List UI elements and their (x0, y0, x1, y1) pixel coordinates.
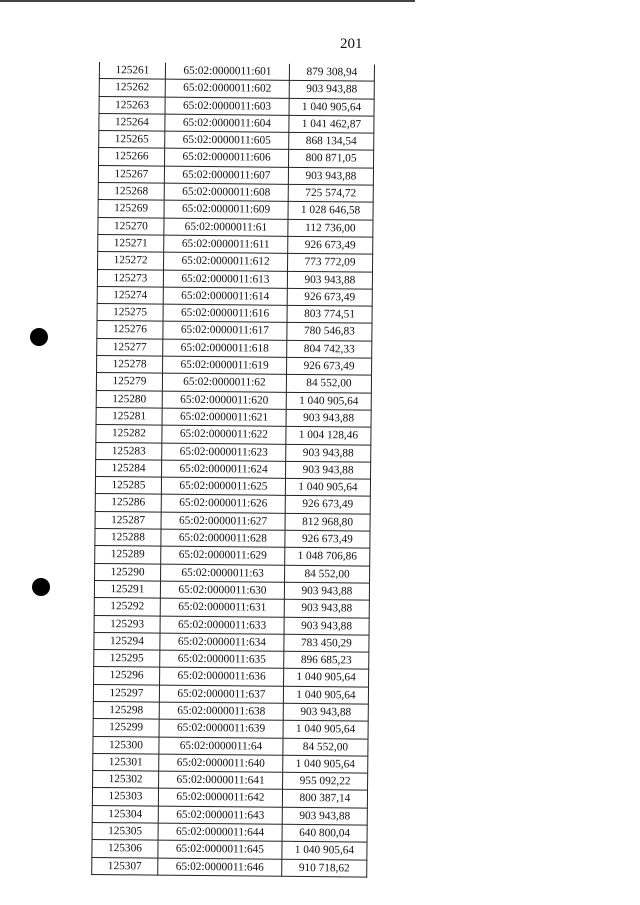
table-row (95, 477, 370, 497)
table-body (92, 62, 375, 877)
cadastral-value-cell: 903 943,88 (289, 81, 374, 99)
cadastral-value-cell: 84 552,00 (285, 565, 370, 583)
row-number-cell: 125292 (94, 598, 160, 616)
row-number-cell: 125300 (93, 736, 159, 754)
row-number-cell: 125273 (97, 269, 163, 287)
cadastral-number-cell: 65:02:0000011:624 (162, 460, 286, 478)
cadastral-number-cell: 65:02:0000011:64 (159, 737, 283, 755)
cadastral-number-cell: 65:02:0000011:631 (160, 598, 284, 616)
cadastral-value-cell: 780 546,83 (287, 323, 372, 341)
cadastral-value-cell: 910 718,62 (282, 859, 367, 877)
table-row (94, 580, 369, 600)
cadastral-value-cell: 725 574,72 (288, 184, 373, 202)
cadastral-number-cell: 65:02:0000011:629 (161, 546, 285, 564)
page-number: 201 (340, 36, 363, 52)
cadastral-number-cell: 65:02:0000011:618 (163, 339, 287, 357)
row-number-cell: 125285 (95, 477, 161, 495)
row-number-cell: 125274 (97, 286, 163, 304)
row-number-cell: 125279 (96, 373, 162, 391)
cadastral-value-cell: 1 028 646,58 (288, 202, 373, 220)
table-row (99, 113, 374, 133)
cadastral-number-cell: 65:02:0000011:633 (160, 616, 284, 634)
cadastral-number-cell: 65:02:0000011:636 (160, 668, 284, 686)
table-row (99, 62, 374, 81)
row-number-cell: 125277 (97, 338, 163, 356)
cadastral-value-cell: 903 943,88 (284, 582, 369, 600)
row-number-cell: 125284 (96, 459, 162, 477)
cadastral-value-cell: 868 134,54 (289, 133, 374, 151)
table-row (96, 373, 371, 393)
cadastral-number-cell: 65:02:0000011:625 (161, 477, 285, 495)
cadastral-number-cell: 65:02:0000011:638 (159, 702, 283, 720)
cadastral-value-cell: 903 943,88 (286, 461, 371, 479)
table-row (94, 615, 369, 635)
cadastral-number-cell: 65:02:0000011:637 (159, 685, 283, 703)
cadastral-number-cell: 65:02:0000011:626 (161, 495, 285, 513)
table-row (94, 632, 369, 652)
cadastral-value-cell: 903 943,88 (288, 167, 373, 185)
cadastral-value-cell: 112 736,00 (288, 219, 373, 237)
cadastral-number-cell: 65:02:0000011:617 (163, 322, 287, 340)
cadastral-number-cell: 65:02:0000011:641 (159, 771, 283, 789)
row-number-cell: 125278 (97, 356, 163, 374)
cadastral-value-cell: 84 552,00 (286, 375, 371, 393)
cadastral-value-cell: 84 552,00 (283, 738, 368, 756)
table-row (99, 96, 374, 116)
cadastral-number-cell: 65:02:0000011:640 (159, 754, 283, 772)
cadastral-value-cell: 903 943,88 (286, 444, 371, 462)
table-row (97, 338, 372, 358)
row-number-cell: 125295 (94, 650, 160, 668)
table-row (97, 304, 372, 324)
table-row (98, 234, 373, 254)
table-row (92, 857, 367, 877)
table-row (93, 684, 368, 704)
table-row (97, 356, 372, 376)
row-number-cell: 125263 (99, 96, 165, 114)
table-row (92, 805, 367, 825)
table-row (95, 546, 370, 566)
cadastral-value-cell: 803 774,51 (287, 305, 372, 323)
row-number-cell: 125270 (98, 217, 164, 235)
row-number-cell: 125291 (94, 580, 160, 598)
cadastral-value-cell: 903 943,88 (284, 600, 369, 618)
table-row (99, 79, 374, 99)
table-row (92, 840, 367, 860)
cadastral-number-cell: 65:02:0000011:601 (165, 63, 289, 81)
cadastral-number-cell: 65:02:0000011:634 (160, 633, 284, 651)
cadastral-value-cell: 903 943,88 (284, 617, 369, 635)
cadastral-value-cell: 804 742,33 (287, 340, 372, 358)
scan-edge-line (0, 0, 415, 2)
cadastral-value-cell: 1 040 905,64 (283, 721, 368, 739)
row-number-cell: 125298 (93, 701, 159, 719)
cadastral-number-cell: 65:02:0000011:606 (165, 149, 289, 167)
cadastral-value-cell: 640 800,04 (282, 824, 367, 842)
cadastral-value-cell: 903 943,88 (282, 807, 367, 825)
cadastral-number-cell: 65:02:0000011:611 (164, 235, 288, 253)
row-number-cell: 125297 (93, 684, 159, 702)
cadastral-number-cell: 65:02:0000011:645 (158, 840, 282, 858)
table-row (96, 390, 371, 410)
cadastral-value-cell: 926 673,49 (285, 530, 370, 548)
cadastral-number-cell: 65:02:0000011:605 (165, 131, 289, 149)
cadastral-number-cell: 65:02:0000011:620 (162, 391, 286, 409)
table-row (98, 200, 373, 220)
table-row (95, 494, 370, 514)
cadastral-number-cell: 65:02:0000011:608 (164, 183, 288, 201)
cadastral-value-cell: 812 968,80 (285, 513, 370, 531)
row-number-cell: 125265 (99, 131, 165, 149)
cadastral-value-cell: 903 943,88 (283, 703, 368, 721)
cadastral-number-cell: 65:02:0000011:614 (163, 287, 287, 305)
cadastral-number-cell: 65:02:0000011:643 (158, 806, 282, 824)
table-row (99, 148, 374, 168)
table-row (97, 321, 372, 341)
table-row (98, 217, 373, 237)
cadastral-value-cell: 1 041 462,87 (289, 115, 374, 133)
row-number-cell: 125304 (92, 805, 158, 823)
table-row (96, 407, 371, 427)
table-row (93, 701, 368, 721)
table-row (96, 442, 371, 462)
cadastral-number-cell: 65:02:0000011:619 (163, 356, 287, 374)
cadastral-value-cell: 1 048 706,86 (285, 548, 370, 566)
cadastral-value-cell: 800 871,05 (288, 150, 373, 168)
table-row (93, 736, 368, 756)
table-row (95, 528, 370, 548)
cadastral-value-cell: 800 387,14 (282, 790, 367, 808)
cadastral-number-cell: 65:02:0000011:603 (165, 97, 289, 115)
table-row (94, 598, 369, 618)
cadastral-value-cell: 926 673,49 (287, 288, 372, 306)
cadastral-number-cell: 65:02:0000011:61 (164, 218, 288, 236)
cadastral-number-cell: 65:02:0000011:609 (164, 201, 288, 219)
cadastral-value-cell: 1 040 905,64 (285, 478, 370, 496)
cadastral-value-cell: 1 040 905,64 (289, 98, 374, 116)
cadastral-value-cell: 879 308,94 (289, 64, 374, 82)
row-number-cell: 125289 (95, 546, 161, 564)
cadastral-value-cell: 926 673,49 (288, 236, 373, 254)
table-row (93, 771, 368, 791)
table-row (92, 788, 367, 808)
cadastral-number-cell: 65:02:0000011:612 (164, 252, 288, 270)
cadastral-number-cell: 65:02:0000011:646 (158, 858, 282, 876)
table-row (98, 183, 373, 203)
cadastral-value-cell: 955 092,22 (283, 772, 368, 790)
table-row (92, 823, 367, 843)
cadastral-value-cell: 926 673,49 (285, 496, 370, 514)
table-row (97, 269, 372, 289)
row-number-cell: 125264 (99, 113, 165, 131)
table-row (97, 286, 372, 306)
cadastral-number-cell: 65:02:0000011:642 (158, 789, 282, 807)
row-number-cell: 125275 (97, 304, 163, 322)
cadastral-value-cell: 903 943,88 (287, 271, 372, 289)
cadastral-value-cell: 1 040 905,64 (282, 842, 367, 860)
table-row (98, 252, 373, 272)
table-row (95, 563, 370, 583)
row-number-cell: 125272 (98, 252, 164, 270)
row-number-cell: 125306 (92, 840, 158, 858)
row-number-cell: 125261 (99, 62, 165, 79)
cadastral-value-cell: 773 772,09 (288, 254, 373, 272)
row-number-cell: 125269 (98, 200, 164, 218)
cadastral-number-cell: 65:02:0000011:635 (160, 650, 284, 668)
cadastral-number-cell: 65:02:0000011:607 (164, 166, 288, 184)
row-number-cell: 125282 (96, 425, 162, 443)
cadastral-value-cell: 896 685,23 (284, 651, 369, 669)
table-row (94, 667, 369, 687)
row-number-cell: 125262 (99, 79, 165, 97)
row-number-cell: 125301 (93, 753, 159, 771)
row-number-cell: 125271 (98, 234, 164, 252)
row-number-cell: 125293 (94, 615, 160, 633)
row-number-cell: 125307 (92, 857, 158, 875)
cadastral-number-cell: 65:02:0000011:630 (160, 581, 284, 599)
cadastral-number-cell: 65:02:0000011:627 (161, 512, 285, 530)
cadastral-value-cell: 903 943,88 (286, 409, 371, 427)
cadastral-value-cell: 926 673,49 (287, 357, 372, 375)
row-number-cell: 125302 (93, 771, 159, 789)
cadastral-number-cell: 65:02:0000011:613 (163, 270, 287, 288)
row-number-cell: 125268 (98, 183, 164, 201)
table-row (93, 753, 368, 773)
row-number-cell: 125299 (93, 719, 159, 737)
cadastral-number-cell: 65:02:0000011:604 (165, 114, 289, 132)
table-row (96, 459, 371, 479)
cadastral-number-cell: 65:02:0000011:623 (162, 443, 286, 461)
cadastral-number-cell: 65:02:0000011:639 (159, 719, 283, 737)
row-number-cell: 125303 (92, 788, 158, 806)
cadastral-number-cell: 65:02:0000011:644 (158, 823, 282, 841)
cadastral-number-cell: 65:02:0000011:622 (162, 425, 286, 443)
cadastral-number-cell: 65:02:0000011:621 (162, 408, 286, 426)
row-number-cell: 125296 (94, 667, 160, 685)
punch-hole-mark (32, 578, 50, 596)
table-row (94, 650, 369, 670)
cadastral-value-cell: 1 040 905,64 (284, 669, 369, 687)
row-number-cell: 125276 (97, 321, 163, 339)
row-number-cell: 125290 (95, 563, 161, 581)
row-number-cell: 125286 (95, 494, 161, 512)
cadastral-number-cell: 65:02:0000011:616 (163, 304, 287, 322)
cadastral-number-cell: 65:02:0000011:62 (162, 373, 286, 391)
cadastral-value-cell: 783 450,29 (284, 634, 369, 652)
row-number-cell: 125280 (96, 390, 162, 408)
row-number-cell: 125287 (95, 511, 161, 529)
cadastral-value-cell: 1 040 905,64 (286, 392, 371, 410)
cadastral-value-cell: 1 040 905,64 (283, 686, 368, 704)
row-number-cell: 125283 (96, 442, 162, 460)
cadastral-value-table (91, 62, 375, 878)
table-row (98, 165, 373, 185)
cadastral-number-cell: 65:02:0000011:63 (161, 564, 285, 582)
cadastral-number-cell: 65:02:0000011:628 (161, 529, 285, 547)
row-number-cell: 125281 (96, 407, 162, 425)
table-row (99, 131, 374, 151)
cadastral-value-cell: 1 004 128,46 (286, 427, 371, 445)
row-number-cell: 125288 (95, 528, 161, 546)
punch-hole-mark (30, 328, 48, 346)
table-row (95, 511, 370, 531)
row-number-cell: 125305 (92, 823, 158, 841)
row-number-cell: 125294 (94, 632, 160, 650)
cadastral-number-cell: 65:02:0000011:602 (165, 79, 289, 97)
cadastral-table-wrapper (91, 62, 374, 878)
row-number-cell: 125266 (99, 148, 165, 166)
table-row (96, 425, 371, 445)
table-row (93, 719, 368, 739)
cadastral-value-cell: 1 040 905,64 (283, 755, 368, 773)
row-number-cell: 125267 (98, 165, 164, 183)
